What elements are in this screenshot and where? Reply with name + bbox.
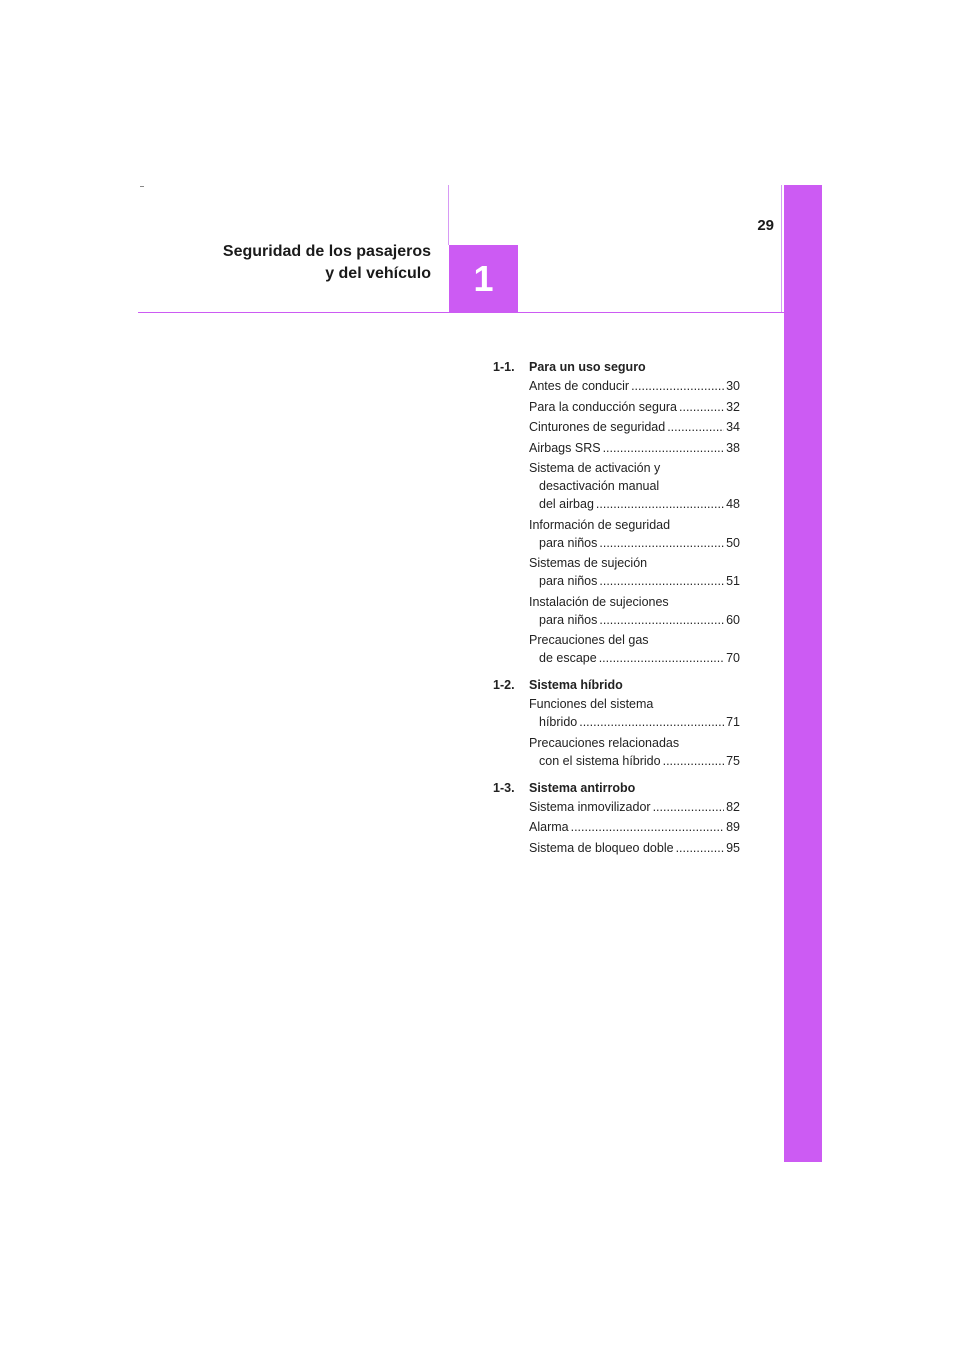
toc-entry-line: Información de seguridad bbox=[529, 517, 671, 532]
chapter-number: 1 bbox=[473, 258, 494, 299]
toc-leader-dots bbox=[599, 572, 724, 590]
toc-page-number: 82 bbox=[726, 799, 740, 814]
toc-entry[interactable] bbox=[529, 593, 740, 629]
page-number: 29 bbox=[757, 217, 774, 234]
toc-entry-line: Precauciones del gas bbox=[529, 633, 649, 647]
toc-page-number: 71 bbox=[726, 715, 740, 729]
toc-section-heading[interactable] bbox=[493, 357, 740, 377]
chapter-side-tab bbox=[784, 185, 822, 1162]
toc-entry-title: para niños bbox=[539, 612, 598, 627]
toc-entry[interactable] bbox=[529, 554, 740, 590]
toc-entry[interactable] bbox=[529, 439, 740, 457]
toc-leader-dots bbox=[667, 418, 724, 436]
chapter-number-box bbox=[449, 245, 518, 313]
toc-entry-title: Cinturones de seguridad bbox=[529, 420, 666, 434]
toc-entry[interactable] bbox=[529, 839, 740, 857]
toc-section-heading[interactable] bbox=[493, 778, 740, 798]
toc-entry-title: Antes de conducir bbox=[529, 379, 630, 393]
toc-entry-title: del airbag bbox=[539, 497, 594, 511]
toc-entry-line: Instalación de sujeciones bbox=[529, 594, 669, 609]
toc-entry-title: híbrido bbox=[539, 715, 578, 729]
toc-leader-dots bbox=[603, 439, 725, 457]
toc-entry[interactable] bbox=[529, 695, 740, 731]
toc-leader-dots bbox=[579, 713, 724, 731]
toc-section-number: 1-1. bbox=[493, 360, 515, 374]
toc-leader-dots bbox=[599, 534, 724, 552]
toc-page-number: 30 bbox=[726, 379, 740, 393]
toc-entry-title: para niños bbox=[539, 535, 598, 550]
toc-page-number: 60 bbox=[726, 612, 740, 627]
toc-page-number: 50 bbox=[726, 535, 740, 550]
toc-page-number: 34 bbox=[726, 420, 740, 434]
toc-leader-dots bbox=[676, 839, 725, 857]
toc-section bbox=[493, 675, 740, 770]
toc-page-number: 32 bbox=[726, 399, 740, 414]
toc-page-number: 75 bbox=[726, 753, 740, 768]
toc-section bbox=[493, 357, 740, 667]
toc-section bbox=[493, 778, 740, 857]
toc-entry-line: desactivación manual bbox=[539, 479, 660, 493]
toc-page-number: 48 bbox=[726, 497, 740, 511]
corner-mark bbox=[140, 186, 144, 187]
toc-section-number: 1-2. bbox=[493, 678, 515, 692]
toc-page-number: 89 bbox=[726, 820, 740, 834]
toc-entry-line: Sistema de activación y bbox=[529, 461, 661, 475]
toc-leader-dots bbox=[663, 752, 725, 770]
toc-entry-title: de escape bbox=[539, 651, 597, 665]
toc-entry[interactable] bbox=[529, 398, 740, 416]
toc-entry-title: con el sistema híbrido bbox=[539, 753, 661, 768]
toc-entry-title: Sistema inmovilizador bbox=[529, 799, 651, 814]
toc-entry[interactable] bbox=[529, 798, 740, 816]
header-divider bbox=[448, 185, 449, 245]
toc-section-heading[interactable] bbox=[493, 675, 740, 695]
toc-leader-dots bbox=[571, 818, 725, 836]
toc-entry[interactable] bbox=[529, 418, 740, 436]
toc-leader-dots bbox=[599, 611, 724, 629]
toc-entry-line: Sistemas de sujeción bbox=[529, 556, 648, 570]
toc-section-number: 1-3. bbox=[493, 780, 515, 795]
toc-section-title: Sistema antirrobo bbox=[529, 780, 636, 795]
chapter-title-line-2: y del vehículo bbox=[325, 265, 431, 282]
toc-entry[interactable] bbox=[529, 734, 740, 770]
toc-entry[interactable] bbox=[529, 818, 740, 836]
toc-entry[interactable] bbox=[529, 459, 740, 513]
toc-entry-title: Alarma bbox=[529, 820, 569, 834]
toc-entry[interactable] bbox=[529, 631, 740, 667]
toc-entry-title: Airbags SRS bbox=[529, 440, 601, 455]
toc-page-number: 51 bbox=[726, 574, 740, 588]
chapter-title bbox=[223, 241, 431, 285]
toc-entry-title: Sistema de bloqueo doble bbox=[529, 840, 674, 855]
toc-section-title: Para un uso seguro bbox=[529, 360, 646, 374]
toc-page-number: 95 bbox=[726, 840, 740, 855]
toc-entry-line: Funciones del sistema bbox=[529, 697, 654, 711]
toc-entry-title: Para la conducción segura bbox=[529, 399, 678, 414]
toc-leader-dots bbox=[596, 495, 724, 513]
toc-entry-title: para niños bbox=[539, 574, 598, 588]
toc-leader-dots bbox=[631, 377, 724, 395]
toc-entry-line: Precauciones relacionadas bbox=[529, 735, 680, 750]
toc-entry[interactable] bbox=[529, 516, 740, 552]
toc-leader-dots bbox=[599, 649, 724, 667]
toc-leader-dots bbox=[653, 798, 725, 816]
toc-section-title: Sistema híbrido bbox=[529, 678, 623, 692]
toc-entry[interactable] bbox=[529, 377, 740, 395]
chapter-title-line-1: Seguridad de los pasajeros bbox=[222, 243, 431, 260]
toc-page-number: 70 bbox=[726, 651, 740, 665]
toc-page-number: 38 bbox=[726, 440, 740, 455]
header-divider-right bbox=[781, 185, 782, 313]
toc-leader-dots bbox=[679, 398, 724, 416]
table-of-contents bbox=[493, 357, 740, 865]
